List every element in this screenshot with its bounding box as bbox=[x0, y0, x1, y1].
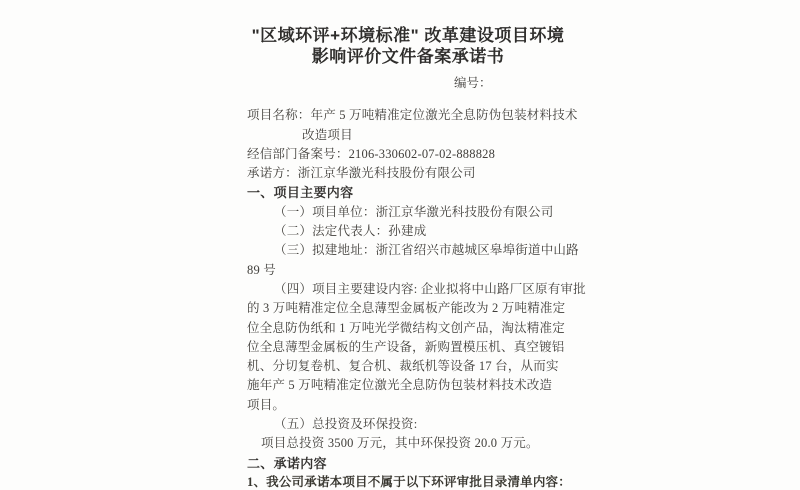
item-4-construction-content-line: （四）项目主要建设内容: 企业拟将中山路厂区原有审批 bbox=[274, 281, 586, 296]
item-4-construction-content-line: 项目。 bbox=[247, 397, 286, 412]
record-number-line: 经信部门备案号：2106-330602-07-02-888828 bbox=[247, 146, 496, 161]
item-4-construction-content-line: 机、分切复卷机、复合机、裁纸机等设备 17 台，从而实 bbox=[247, 359, 559, 374]
document-content-column bbox=[247, 25, 586, 490]
item-1-project-unit: （一）项目单位：浙江京华激光科技股份有限公司 bbox=[274, 204, 554, 219]
item-5-investment-detail: 项目总投资 3500 万元，其中环保投资 20.0 万元。 bbox=[261, 436, 539, 451]
promisor-line: 承诺方：浙江京华激光科技股份有限公司 bbox=[247, 166, 476, 181]
item-4-construction-content-line: 施年产 5 万吨精准定位激光全息防伪包装材料技术改造 bbox=[247, 378, 553, 393]
item-4-construction-content-line: 的 3 万吨精准定位全息薄型金属板产能改为 2 万吨精准定 bbox=[247, 301, 566, 316]
item-3-address-line-1: （三）拟建地址：浙江省绍兴市越城区皋埠街道中山路 bbox=[274, 243, 579, 258]
item-4-construction-content-line: 位全息防伪纸和 1 万吨光学微结构文创产品，淘汰精准定 bbox=[247, 320, 565, 335]
document-body bbox=[247, 106, 586, 490]
item-4-construction-content-line: 位全息薄型金属板的生产设备，新购置模压机、真空镀铝 bbox=[247, 339, 565, 354]
item-3-address-line-2: 89 号 bbox=[247, 262, 276, 277]
document-title-line-2: 影响评价文件备案承诺书 bbox=[311, 47, 505, 66]
item-5-investment-heading: （五）总投资及环保投资: bbox=[274, 417, 418, 432]
section-1-heading: 一、项目主要内容 bbox=[247, 185, 354, 201]
section-2-heading: 二、承诺内容 bbox=[247, 455, 327, 471]
item-2-legal-representative: （二）法定代表人：孙建成 bbox=[274, 224, 427, 239]
serial-number-label: 编号： bbox=[454, 76, 492, 90]
commitment-item-1: 1、我公司承诺本项目不属于以下环评审批目录清单内容： bbox=[247, 474, 571, 489]
document-title-line-1: "区域环评+环境标准" 改革建设项目环境 bbox=[251, 26, 565, 45]
project-name-line-2: 改造项目 bbox=[302, 127, 353, 142]
project-name-line-1: 项目名称：年产 5 万吨精准定位激光全息防伪包装材料技术 bbox=[247, 108, 578, 123]
